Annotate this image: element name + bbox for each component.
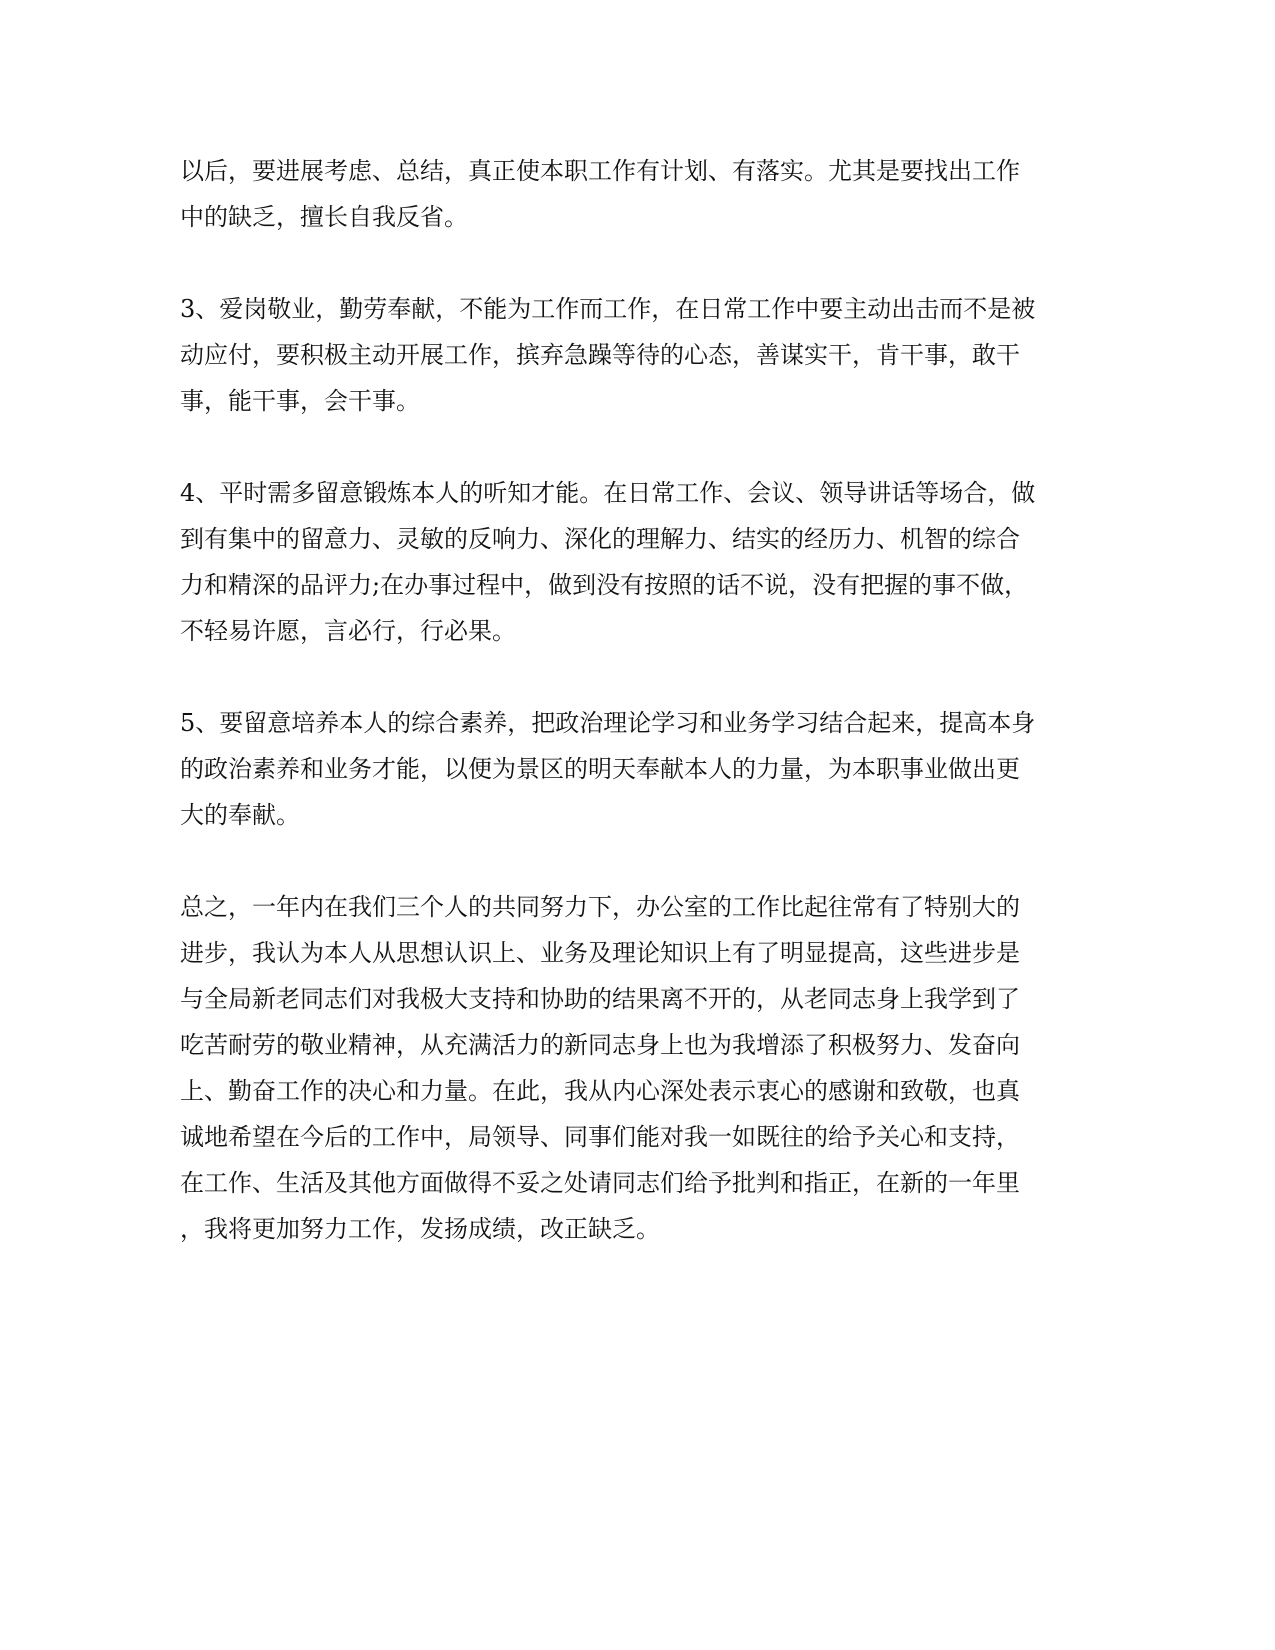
paragraph-summary [180,884,1040,1252]
text-line: 到有集中的留意力、灵敏的反响力、深化的理解力、结实的经历力、机智的综合 [180,525,1020,553]
document-body [180,148,1040,1298]
text-line: 上、勤奋工作的决心和力量。在此，我从内心深处表示衷心的感谢和致敬，也真 [180,1077,1020,1105]
text-line: 与全局新老同志们对我极大支持和协助的结果离不开的，从老同志身上我学到了 [180,985,1020,1013]
text-line: 在工作、生活及其他方面做得不妥之处请同志们给予批判和指正，在新的一年里 [180,1169,1020,1197]
text-line: 大的奉献。 [180,801,300,829]
text-line: 3、爱岗敬业，勤劳奉献，不能为工作而工作，在日常工作中要主动出击而不是被 [180,295,1036,323]
paragraph-continuation [180,148,1040,240]
text-line: 事，能干事，会干事。 [180,387,420,415]
text-line: ，我将更加努力工作，发扬成绩，改正缺乏。 [180,1215,660,1243]
text-line: 以后，要进展考虑、总结，真正使本职工作有计划、有落实。尤其是要找出工作 [180,157,1020,185]
text-line: 动应付，要积极主动开展工作，摈弃急躁等待的心态，善谋实干，肯干事，敢干 [180,341,1020,369]
text-line: 进步，我认为本人从思想认识上、业务及理论知识上有了明显提高，这些进步是 [180,939,1020,967]
text-line: 吃苦耐劳的敬业精神，从充满活力的新同志身上也为我增添了积极努力、发奋向 [180,1031,1020,1059]
text-line: 中的缺乏，擅长自我反省。 [180,203,468,231]
paragraph-item-4 [180,470,1040,654]
text-line: 诚地希望在今后的工作中，局领导、同事们能对我一如既往的给予关心和支持， [180,1123,1020,1151]
text-line: 总之，一年内在我们三个人的共同努力下，办公室的工作比起往常有了特别大的 [180,893,1020,921]
paragraph-item-3 [180,286,1040,424]
text-line: 4、平时需多留意锻炼本人的听知才能。在日常工作、会议、领导讲话等场合，做 [180,479,1036,507]
text-line: 的政治素养和业务才能，以便为景区的明天奉献本人的力量，为本职事业做出更 [180,755,1020,783]
paragraph-item-5 [180,700,1040,838]
text-line: 力和精深的品评力;在办事过程中，做到没有按照的话不说，没有把握的事不做， [180,571,1029,599]
text-line: 5、要留意培养本人的综合素养，把政治理论学习和业务学习结合起来，提高本身 [180,709,1036,737]
text-line: 不轻易许愿，言必行，行必果。 [180,617,516,645]
